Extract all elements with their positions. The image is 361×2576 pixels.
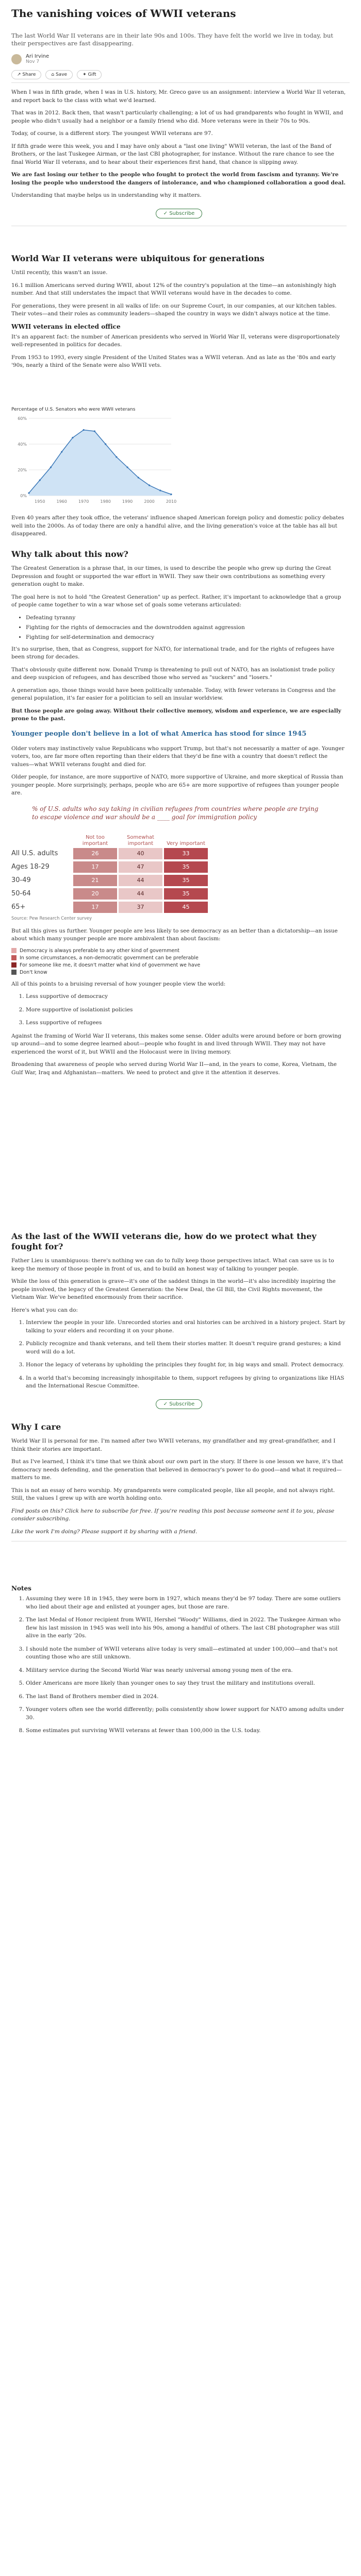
byline [11,54,49,64]
legend [11,948,347,975]
bookmark-icon: ⌂ [51,72,56,77]
table-cell: 20 [73,888,117,900]
column-header: Very important [167,840,205,846]
section-heading: World War II veterans were ubiquitous for generations [11,253,265,263]
chart-title: Percentage of U.S. Senators who were WWII veterans [11,407,136,412]
paragraph: Older voters may instinctively value Republicans who support Trump, but that's not necessarily a matter of age. Younger voters, too, are far more often reporting than their elders that they'd be fine with a country that doesn't reflect the values—what WWII veterans fought and died for. [11,745,344,768]
list-item: • Fighting for the rights of democracies and the downtrodden against aggression [26,624,347,632]
table-cell: 40 [119,848,162,859]
section-ubiquitous [11,253,347,375]
refugee-table [11,828,347,921]
data-point [126,466,128,468]
data-point [116,456,117,457]
paragraph: It's no surprise, then, that as Congress, support for NATO, for international trade, and for the rights of refugees have been strong for decades. [11,646,335,660]
intro-paragraph-bold: We are fast losing our tether to the people who fought to protect the world from fascism and tyranny. We're losing the people who understood the dangers of intolerance, and who championed collaboration a good deal. [11,172,346,186]
row-label: All U.S. adults [11,850,58,857]
y-tick-label: 20% [18,468,27,472]
paragraph: Against the framing of World War II veterans, this makes some sense. Older adults were around before or born growing up around—and to some degree learned about—people who fought in and lived through WWII. They may not have experienced the worst of it, but WWII and the Holocaust were in living memory. [11,1032,341,1055]
row-label: 65+ [11,903,26,911]
section-protect [11,1231,347,1416]
trend-list [11,993,347,1027]
table-cell: 44 [119,875,162,886]
row-label: 30-49 [11,876,31,884]
avatar [11,54,22,64]
senate-chart [11,407,176,510]
data-point [138,477,139,478]
cta-paragraph: Like the work I'm doing? Please support it by sharing with a friend. [11,1528,198,1535]
paragraph-bold: But those people are going away. Without their collective memory, wisdom and experience, we are especially prone to the past. [11,707,341,722]
gift-icon: ✦ [83,72,88,77]
x-tick-label: 1960 [56,499,67,504]
list-item: 3. Honor the legacy of veterans by upholding the principles they fought for, in big ways and small. Protect democracy. [26,1361,347,1369]
data-point [83,429,85,431]
table-cell: 35 [164,888,208,900]
subscribe-button[interactable]: ✓ Subscribe [156,209,203,218]
intro-paragraph: When I was in fifth grade, when I was in U.S. history, Mr. Greco gave us an assignment: interview a World War II veteran, and report back to the class with what we'd learned. [11,89,346,104]
notes-section [11,1582,347,1740]
table-row [11,860,347,874]
area-chart-svg [11,414,176,507]
data-point [170,494,172,495]
subheading: WWII veterans in elected office [11,323,121,330]
article-header [0,0,361,31]
table-source: Source: Pew Research Center survey [11,916,92,921]
intro-paragraph: Understanding that maybe helps us in understanding why it matters. [11,192,202,198]
legend-item: For someone like me, it doesn't matter what kind of government we have [11,962,347,968]
subscribe-check-icon: ✓ [163,210,170,216]
section-heading: As the last of the WWII veterans die, how do we protect what they fought for? [11,1231,317,1251]
legend-item: Democracy is always preferable to any other kind of government [11,948,347,954]
list-item: 3. Less supportive of refugees [26,1019,347,1027]
data-point [50,466,52,468]
chart-caption-section [11,514,347,543]
data-point [61,451,62,452]
y-tick-label: 40% [18,442,27,447]
save-button[interactable]: ⌂ Save [45,70,73,79]
gift-button[interactable]: ✦ Gift [77,70,102,79]
table-cell: 17 [73,902,117,913]
table-cell: 35 [164,861,208,873]
article-title: The vanishing voices of WWII veterans [11,7,236,20]
x-tick-label: 2000 [144,499,155,504]
table-cell: 26 [73,848,117,859]
section-why-now [11,549,347,1081]
y-tick-label: 60% [18,416,27,421]
list-item: 1. Less supportive of democracy [26,993,347,1001]
footnote: 2. The last Medal of Honor recipient from WWII, Hershel "Woody" Williams, died in 2022. The Tuskegee Airman who flew his last mission in 1945 was well into his 90s, among a handful of others. The last CBI photographer was still alive in the early '20s. [26,1616,347,1640]
list-item: 2. Publicly recognize and thank veterans, and tell them their stories matter. It doesn't require grand gestures; a kind word will do a lot. [26,1340,347,1356]
paragraph: It's an apparent fact: the number of American presidents who served in World War II, veterans were disproportionately well-represented in politics for decades. [11,333,340,348]
section-why-i-care [11,1422,347,1547]
data-point [159,489,161,491]
data-point [94,430,95,432]
x-tick-label: 2010 [166,499,176,504]
list-item: • Defeating tyranny [26,614,347,622]
paragraph: Broadening that awareness of people who served during World War II—and, in the years to come, Korea, Vietnam, the Gulf War, Iraq and Afghanistan—matters. We need to protect and give it the attention it deserves. [11,1061,337,1076]
action-list [11,1319,347,1391]
row-label: Ages 18-29 [11,863,50,871]
y-tick-label: 0% [20,494,27,498]
footnote: 3. I should note the number of WWII veterans alive today is very small—estimated at under 100,000—and that's not counting those who are still unknown. [26,1646,347,1662]
divider [11,82,350,83]
data-point [39,479,41,481]
data-point [105,443,106,445]
share-icon: ↗ [17,72,23,77]
goals-list [11,614,347,641]
data-point [72,437,73,438]
footnote: 6. The last Band of Brothers member died in 2024. [26,1693,347,1701]
paragraph: Until recently, this wasn't an issue. [11,269,108,276]
x-tick-label: 1970 [78,499,89,504]
paragraph: The Greatest Generation is a phrase that, in our times, is used to describe the people who grew up during the Great Depression and fought or supported the war effort in WWII. They saw their own contributions as something every generation ought to make. [11,565,332,587]
paragraph: But as I've learned, I think it's time that we think about our own part in the story. If there is one lesson we have, it's that democracy needs defending, and the generation that believed in democracy's power to do good—and what it required—matters to me. [11,1459,343,1481]
paragraph: This is not an essay of hero worship. My grandparents were complicated people, like all people, and not always right. Still, the values I grew up with are worth holding onto. [11,1487,335,1501]
x-tick-label: 1950 [35,499,45,504]
table-cell: 47 [119,861,162,873]
paragraph: From 1953 to 1993, every single President of the United States was a WWII veteran. And as late as the '80s and early '90s, nearly a third of the Senate were also WWII vets. [11,354,336,368]
list-item: • Fighting for self-determination and democracy [26,634,347,641]
notes-heading: Notes [11,1585,31,1592]
paragraph: Here's what you can do: [11,1307,78,1313]
intro-paragraph: Today, of course, is a different story. The youngest WWII veterans are 97. [11,130,213,137]
table-cell: 35 [164,875,208,886]
list-item: 4. In a world that's becoming increasingly inhospitable to them, support refugees by giving to organizations like HIAS and the International Rescue Committee. [26,1375,347,1391]
table-cell: 37 [119,902,162,913]
chart-caption: Even 40 years after they took office, the veterans' influence shaped American foreign policy and domestic policy debates well into the 2000s. As of today there are only a handful alive, and the living generation's voice at the table has all but disappeared. [11,515,344,537]
footnote: 4. Military service during the Second World War was nearly universal among young men of the era. [26,1667,347,1675]
intro-section [11,89,347,226]
pull-quote: % of U.S. adults who say taking in civilian refugees from countries where people are trying to escape violence and war should be a ____ goal for immigration policy [32,805,319,821]
paragraph: But all this gives us further. Younger people are less likely to see democracy as an better than a dictatorship—an issue about which many younger people are more ambivalent than about fascism: [11,927,338,942]
legend-item: In some circumstances, a non-democratic government can be preferable [11,955,347,961]
intro-paragraph: If fifth grade were this week, you and I may have only about a "last one living" WWII veteran, the last of the Band of Brothers, or the last Tuskegee Airman, or the last CBI photographer, for instance. Without the rare chance to see the final World War II veterans, and to hear about their experiences first hand, that chance is slipping away. [11,143,334,165]
column-header: Somewhat important [127,834,154,846]
footnote: 7. Younger voters often see the world differently; polls consistently show lower support for NATO among adults under 30. [26,1706,347,1722]
intro-paragraph: That was in 2012. Back then, that wasn't particularly challenging; a lot of us had grandparents who fought in WWII, and people who didn't usually had a neighbor or a family friend who did. More veterans were in their 70s to 90s. [11,110,343,124]
data-point [149,484,150,486]
paragraph: World War II is personal for me. I'm named after two WWII veterans, my grandfather and my great-grandfather, and I think their stories are important. [11,1438,336,1452]
paragraph: The goal here is not to hold "the Greatest Generation" up as perfect. Rather, it's important to acknowledge that a group of people came together to win a war whose set of goals some veterans articulated: [11,594,341,608]
publish-date: Nov 7 [26,59,40,64]
x-tick-label: 1980 [100,499,111,504]
data-point [28,492,29,494]
share-button[interactable]: ↗ Share [11,70,41,79]
x-tick-label: 1990 [122,499,133,504]
table-row [11,901,347,914]
author-name[interactable]: Ari Irvine [26,54,50,59]
cta-paragraph: Find posts on this? Click here to subscribe for free. If you're reading this post because someone sent it to you, please consider subscribing. [11,1507,335,1522]
subscribe-button[interactable]: ✓ Subscribe [156,1399,203,1409]
section-heading: Why talk about this now? [11,549,128,559]
paragraph: For generations, they were present in all walks of life: on our Supreme Court, in our companies, at our kitchen tables. Their votes—and their roles as community leaders—shaped the country in ways we didn't always notice at the time. [11,302,337,317]
action-row [11,70,102,79]
paragraph: A generation ago, those things would have been politically untenable. Today, with fewer veterans in Congress and the general population, it's far easier for a politician to sell an insular worldview. [11,687,336,701]
table-cell: 21 [73,875,117,886]
article-subtitle: The last World War II veterans are in their late 90s and 100s. They have felt the world we live in today, but their perspectives are fast disappearing. [11,32,334,47]
section-heading: Why I care [11,1422,61,1432]
list-item: 1. Interview the people in your life. Unrecorded stories and oral histories can be archived in a history project. Start by talking to your elders and recording it on your phone. [26,1319,347,1335]
table-row [11,847,347,860]
paragraph: All of this points to a bruising reversal of how younger people view the world: [11,980,226,987]
table-cell: 33 [164,848,208,859]
table-row [11,874,347,887]
notes-list [11,1595,347,1735]
paragraph: Older people, for instance, are more supportive of NATO, more supportive of Ukraine, and more skeptical of Russia than younger people. More surprisingly, perhaps, people who are 65+ are more supportive of refugees than younger people are. [11,774,343,796]
table-row [11,887,347,901]
table-cell: 17 [73,861,117,873]
table-cell: 45 [164,902,208,913]
row-label: 50-64 [11,890,31,897]
paragraph: While the loss of this generation is grave—it's one of the saddest things in the world—it's also incredibly inspiring the people involved, the legacy of the Greatest Generation: the New Deal, the GI Bill, the Civil Rights movement, the Vietnam War. We've benefited enormously from their sacrifice. [11,1278,336,1300]
section-quote: Younger people don't believe in a lot of what America has stood for since 1945 [11,730,307,738]
table-cell: 44 [119,888,162,900]
footnote: 1. Assuming they were 18 in 1945, they were born in 1927, which means they'd be 97 today. There are some outliers who lied about their age and enlisted at younger ages, but those are rare. [26,1595,347,1611]
paragraph: That's obviously quite different now. Donald Trump is threatening to pull out of NATO, has an isolationist trade policy and deep suspicion of refugees, and has described those who served as "suckers" and "losers." [11,666,335,681]
footnote: 8. Some estimates put surviving WWII veterans at fewer than 100,000 in the U.S. today. [26,1727,347,1735]
legend-item: Don't know [11,970,347,975]
list-item: 2. More supportive of isolationist policies [26,1006,347,1014]
column-header: Not too important [82,834,108,846]
paragraph: 16.1 million Americans served during WWII, about 12% of the country's population at the time—an astonishingly high number. And that still understates the impact that WWII veterans would have in the decades to come. [11,282,336,296]
footnote: 5. Older Americans are more likely than younger ones to say they trust the military and institutions overall. [26,1680,347,1688]
paragraph: Father Lieu is unambiguous: there's nothing we can do to fully keep those perspectives intact. What can save us is to keep the memory of those people in front of us, and to build an honest way of talking to younger people. [11,1258,334,1272]
subscribe-check-icon: ✓ [163,1401,170,1407]
table-header [11,828,347,847]
